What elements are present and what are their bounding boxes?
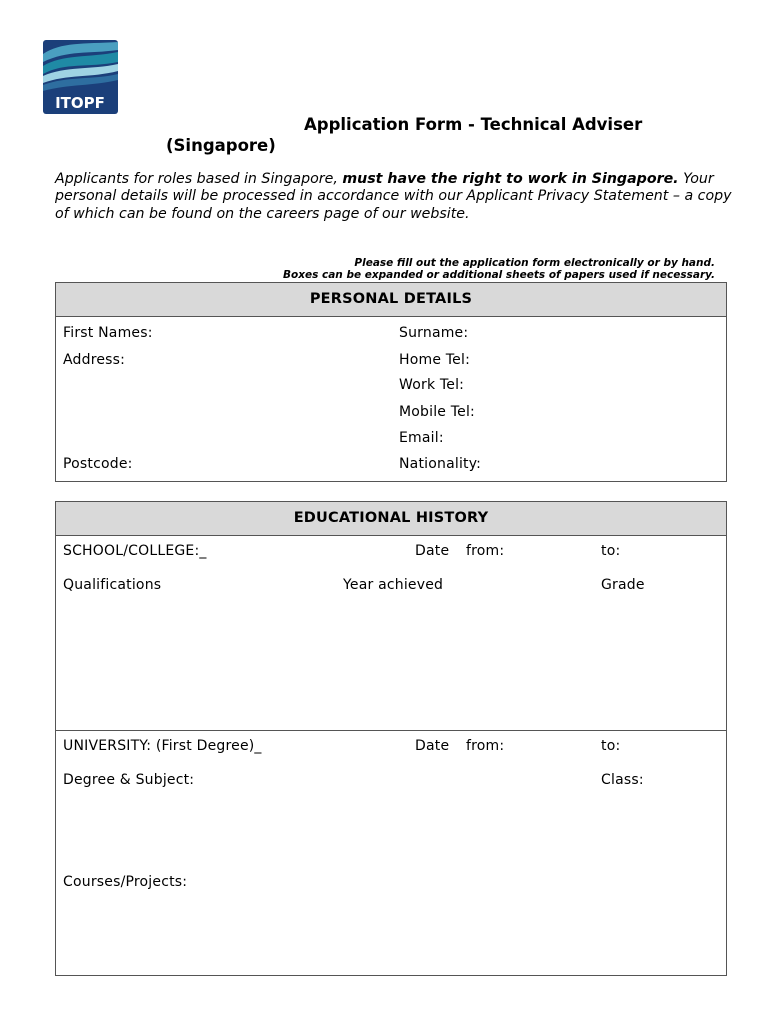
- instruction-note-1: Please fill out the application form electronically or by hand.: [354, 257, 715, 269]
- university-date-to-field[interactable]: to:: [601, 738, 621, 754]
- home-tel-field[interactable]: Home Tel:: [399, 352, 470, 368]
- logo-text: ITOPF: [55, 94, 105, 112]
- intro-paragraph: [55, 171, 735, 223]
- intro-text-2: Your personal details will be processed in accordance with our Applicant Privacy Statement – a copy of which can be found on the careers page of our website.: [55, 171, 732, 222]
- surname-field[interactable]: Surname:: [399, 325, 469, 341]
- degree-subject-field[interactable]: Degree & Subject:: [63, 772, 195, 788]
- section-divider: [56, 730, 726, 731]
- page-title: Application Form - Technical Adviser: [304, 115, 643, 134]
- intro-text-bold: must have the right to work in Singapore.: [342, 171, 679, 187]
- school-date-from-field[interactable]: from:: [466, 543, 505, 559]
- university-date-from-field[interactable]: from:: [466, 738, 505, 754]
- university-field[interactable]: UNIVERSITY: (First Degree)_: [63, 738, 262, 754]
- personal-details-header: PERSONAL DETAILS: [56, 283, 726, 317]
- first-names-field[interactable]: First Names:: [63, 325, 153, 341]
- educational-history-section: [55, 501, 727, 976]
- nationality-field[interactable]: Nationality:: [399, 456, 482, 472]
- email-field[interactable]: Email:: [399, 430, 444, 446]
- mobile-tel-field[interactable]: Mobile Tel:: [399, 404, 475, 420]
- class-field[interactable]: Class:: [601, 772, 644, 788]
- educational-history-header: EDUCATIONAL HISTORY: [56, 502, 726, 536]
- address-field[interactable]: Address:: [63, 352, 126, 368]
- courses-projects-field[interactable]: Courses/Projects:: [63, 874, 188, 890]
- instruction-note-2: Boxes can be expanded or additional sheets of papers used if necessary.: [282, 269, 715, 281]
- itopf-logo: [43, 40, 118, 114]
- school-date-label: Date: [415, 543, 450, 559]
- work-tel-field[interactable]: Work Tel:: [399, 377, 465, 393]
- postcode-field[interactable]: Postcode:: [63, 456, 133, 472]
- personal-details-section: [55, 282, 727, 482]
- school-college-field[interactable]: SCHOOL/COLLEGE:_: [63, 543, 207, 559]
- school-date-to-field[interactable]: to:: [601, 543, 621, 559]
- itopf-logo-graphic: [43, 40, 118, 114]
- qualifications-column[interactable]: Qualifications: [63, 577, 162, 593]
- year-achieved-column[interactable]: Year achieved: [343, 577, 444, 593]
- grade-column[interactable]: Grade: [601, 577, 645, 593]
- page-title-location: (Singapore): [166, 136, 276, 155]
- intro-text-1: Applicants for roles based in Singapore,: [55, 171, 343, 187]
- university-date-label: Date: [415, 738, 450, 754]
